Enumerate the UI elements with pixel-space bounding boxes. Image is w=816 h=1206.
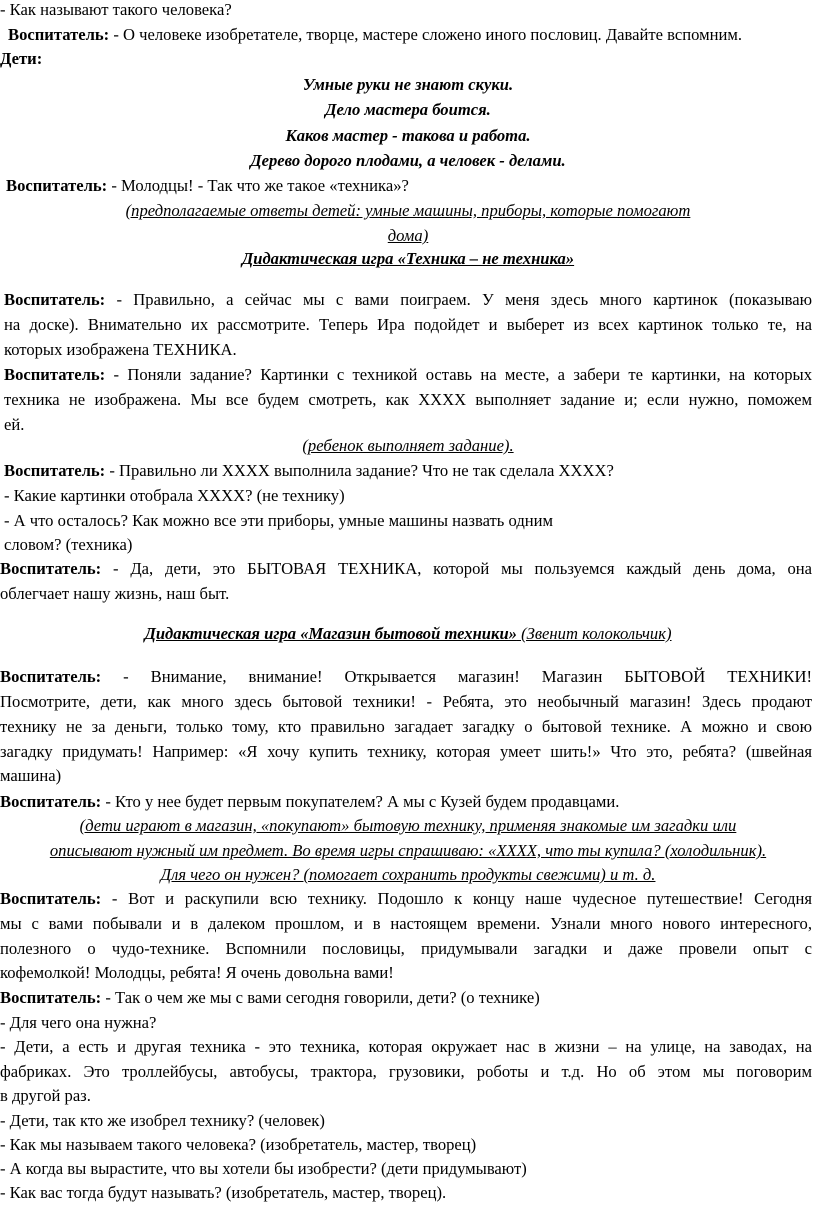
- body-line: фабриках. Это троллейбусы, автобусы, трактора, грузовики, роботы и т.д. Но об этом мы поговорим: [0, 1062, 812, 1081]
- body-line: загадку придумать! Например: «Я хочу купить технику, которая умеет шить!» Что это, ребята? (швейная: [0, 742, 812, 761]
- line-text: - Кто у нее будет первым покупателем? А мы с Кузей будем продавцами.: [101, 792, 620, 811]
- dialogue-line: [0, 664, 812, 690]
- body-line: мы с вами побывали и в далеком прошлом, и в настоящем времени. Узнали много нового интересного,: [0, 914, 812, 933]
- body-line: полезного о чудо-технике. Вспомнили пословицы, придумывали загадки и даже провели опыт с: [0, 939, 812, 958]
- speaker-label: Воспитатель:: [0, 667, 102, 686]
- body-line: которых изображена ТЕХНИКА.: [4, 340, 237, 359]
- stage-direction: Для чего он нужен? (помогает сохранить продукты свежими) и т. д.: [160, 865, 656, 884]
- body-line: техника не изображена. Мы все будем смотреть, как ХХХХ выполняет задание и; если нужно, поможем: [4, 390, 812, 409]
- line-text: - Поняли задание? Картинки с техникой оставь на месте, а забери те картинки, на которых: [105, 365, 812, 384]
- speaker-label: Воспитатель:: [4, 290, 106, 309]
- dialogue-line: [0, 46, 816, 72]
- line-text: - Правильно ли ХХХХ выполнила задание? Что не так сделала ХХХХ?: [105, 461, 614, 480]
- dialogue-line: [6, 173, 816, 199]
- body-line: - Дети, а есть и другая техника - это техника, которая окружает нас в жизни – на улице, на заводах, на: [0, 1037, 812, 1056]
- speaker-label: Воспитатель:: [6, 176, 108, 195]
- line-text: - Как называют такого человека?: [0, 0, 232, 19]
- body-line: - А когда вы вырастите, что вы хотели бы изобрести? (дети придумывают): [0, 1159, 527, 1178]
- section-heading: [0, 621, 816, 647]
- body-line: кофемолкой! Молодцы, ребята! Я очень довольна вами!: [0, 963, 394, 982]
- body-line: - Как мы называем такого человека? (изобретатель, мастер, творец): [0, 1135, 477, 1154]
- body-line: в другой раз.: [0, 1086, 91, 1105]
- speaker-label: Воспитатель:: [0, 559, 102, 578]
- dialogue-line: [4, 287, 812, 313]
- speaker-label: Воспитатель:: [4, 365, 106, 384]
- dialogue-line: [0, 0, 816, 23]
- proverb: Дерево дорого плодами, а человек - делами.: [250, 151, 566, 170]
- line-text: - Внимание, внимание! Открывается магазин! Магазин БЫТОВОЙ ТЕХНИКИ!: [101, 667, 812, 686]
- body-line: - Какие картинки отобрала ХХХХ? (не технику): [4, 486, 345, 505]
- stage-direction: описывают нужный им предмет. Во время игры спрашиваю: «ХХХХ, что ты купила? (холодильник).: [49, 841, 767, 860]
- speaker-label: Воспитатель:: [0, 889, 102, 908]
- proverb: Дело мастера боится.: [325, 100, 491, 119]
- body-line: - Дети, так кто же изобрел технику? (человек): [0, 1111, 325, 1130]
- speaker-label: Воспитатель:: [4, 461, 106, 480]
- dialogue-line: [0, 886, 812, 912]
- line-text: - Вот и раскупили всю технику. Подошло к концу наше чудесное путешествие! Сегодня: [101, 889, 812, 908]
- body-line: на доске). Внимательно их рассмотрите. Теперь Ира подойдет и выберет из всех картинок только те, на: [4, 315, 812, 334]
- proverb: Умные руки не знают скуки.: [302, 75, 514, 94]
- body-line: технику не за деньги, только тому, кто правильно загадает загадку о бытовой технике. А можно и свою: [0, 717, 812, 736]
- section-heading: Дидактическая игра «Техника – не техника»: [241, 249, 575, 268]
- section-title: Дидактическая игра «Магазин бытовой техники»: [144, 624, 517, 643]
- dialogue-line: [4, 362, 812, 388]
- line-text: - Так о чем же мы с вами сегодня говорили, дети? (о технике): [101, 988, 540, 1007]
- dialogue-line: [0, 556, 812, 582]
- body-line: - А что осталось? Как можно все эти приборы, умные машины назвать одним: [4, 511, 554, 530]
- dialogue-line: [8, 22, 816, 48]
- proverb: Каков мастер - такова и работа.: [285, 126, 531, 145]
- dialogue-line: [4, 458, 816, 484]
- stage-direction: дома): [387, 226, 429, 245]
- body-line: - Как вас тогда будут называть? (изобретатель, мастер, творец).: [0, 1183, 447, 1202]
- stage-direction: (ребенок выполняет задание).: [302, 436, 514, 455]
- dialogue-line: [0, 789, 816, 815]
- body-line: машина): [0, 766, 62, 785]
- speaker-label: Дети:: [0, 49, 43, 68]
- line-text: - О человеке изобретателе, творце, мастере сложено иного пословиц. Давайте вспомним.: [109, 25, 743, 44]
- section-note: (Звенит колокольчик): [516, 624, 672, 643]
- body-line: Посмотрите, дети, как много здесь бытовой техники! - Ребята, это необычный магазин! Здесь продают: [0, 692, 812, 711]
- body-line: облегчает нашу жизнь, наш быт.: [0, 584, 230, 603]
- line-text: - Молодцы! - Так что же такое «техника»?: [107, 176, 409, 195]
- body-line: - Для чего она нужна?: [0, 1013, 157, 1032]
- stage-direction: (предполагаемые ответы детей: умные машины, приборы, которые помогают: [125, 201, 691, 220]
- line-text: - Да, дети, это БЫТОВАЯ ТЕХНИКА, которой мы пользуемся каждый день дома, она: [101, 559, 812, 578]
- stage-direction: (дети играют в магазин, «покупают» бытовую технику, применяя знакомые им загадки или: [79, 816, 737, 835]
- speaker-label: Воспитатель:: [0, 988, 102, 1007]
- speaker-label: Воспитатель:: [0, 792, 102, 811]
- dialogue-line: [0, 985, 816, 1011]
- body-line: словом? (техника): [4, 535, 133, 554]
- body-line: ей.: [4, 415, 25, 434]
- line-text: - Правильно, а сейчас мы с вами поиграем. У меня здесь много картинок (показываю: [105, 290, 812, 309]
- speaker-label: Воспитатель:: [8, 25, 110, 44]
